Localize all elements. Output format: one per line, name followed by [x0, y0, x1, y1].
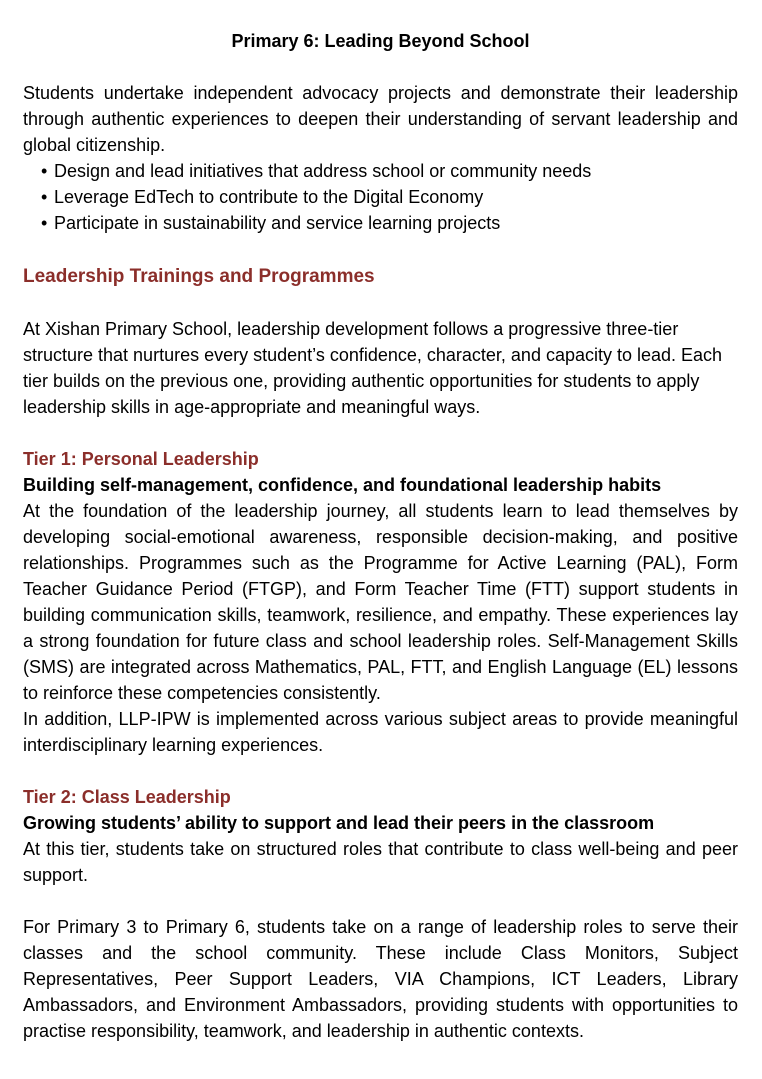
primary6-intro: Students undertake independent advocacy projects and demonstrate their leadership through authentic experiences to deepen their understanding of servant leadership and global citizenship.	[23, 83, 738, 155]
tier2-body-roles: For Primary 3 to Primary 6, students take on a range of leadership roles to serve their classes and the school community. These include Class Monitors, Subject Representatives, Peer Support Leaders, VIA Champions, ICT Leaders, Library Ambassadors, and Environment Ambassadors, providing students with opportunities to practise responsibility, teamwork, and leadership in authentic contexts.	[23, 917, 738, 1041]
tier2-body: At this tier, students take on structured roles that contribute to class well-being and peer support.	[23, 839, 738, 885]
tier1-body-additional: In addition, LLP-IPW is implemented across various subject areas to provide meaningful interdisciplinary learning experiences.	[23, 709, 738, 755]
spacer	[23, 888, 738, 914]
list-item-text: Leverage EdTech to contribute to the Digital Economy	[54, 187, 484, 207]
list-item	[41, 184, 738, 210]
spacer	[23, 420, 738, 446]
bullet-icon: •	[41, 187, 48, 207]
list-item-text: Participate in sustainability and service learning projects	[54, 213, 501, 233]
page-title: Primary 6: Leading Beyond School	[231, 31, 530, 51]
bullet-icon: •	[41, 213, 48, 233]
list-item	[41, 210, 738, 236]
spacer	[23, 290, 738, 316]
tier1-body: At the foundation of the leadership journey, all students learn to lead themselves by developing social-emotional awareness, responsible decision-making, and positive relationships. Programmes such as the Programme for Active Learning (PAL), Form Teacher Guidance Period (FTGP), and Form Teacher Time (FTT) support students in building communication skills, teamwork, resilience, and empathy. These experiences lay a strong foundation for future class and school leadership roles. Self-Management Skills (SMS) are integrated across Mathematics, PAL, FTT, and English Language (EL) lessons to reinforce these competencies consistently.	[23, 501, 738, 703]
tier1-subheading: Building self-management, confidence, and foundational leadership habits	[23, 475, 662, 495]
section-intro: At Xishan Primary School, leadership development follows a progressive three-tier structure that nurtures every student’s confidence, character, and capacity to lead. Each tier builds on the previous one, providing authentic opportunities for students to apply leadership skills in age-appropriate and meaningful ways.	[23, 319, 723, 417]
bullet-icon: •	[41, 161, 48, 181]
tier1-heading: Tier 1: Personal Leadership	[23, 449, 259, 469]
section-heading: Leadership Trainings and Programmes	[23, 266, 375, 287]
tier2-subheading: Growing students’ ability to support and lead their peers in the classroom	[23, 813, 655, 833]
list-item	[41, 158, 738, 184]
primary6-bullet-list	[23, 158, 738, 236]
spacer	[23, 758, 738, 784]
tier2-heading: Tier 2: Class Leadership	[23, 787, 231, 807]
list-item-text: Design and lead initiatives that address school or community needs	[54, 161, 592, 181]
